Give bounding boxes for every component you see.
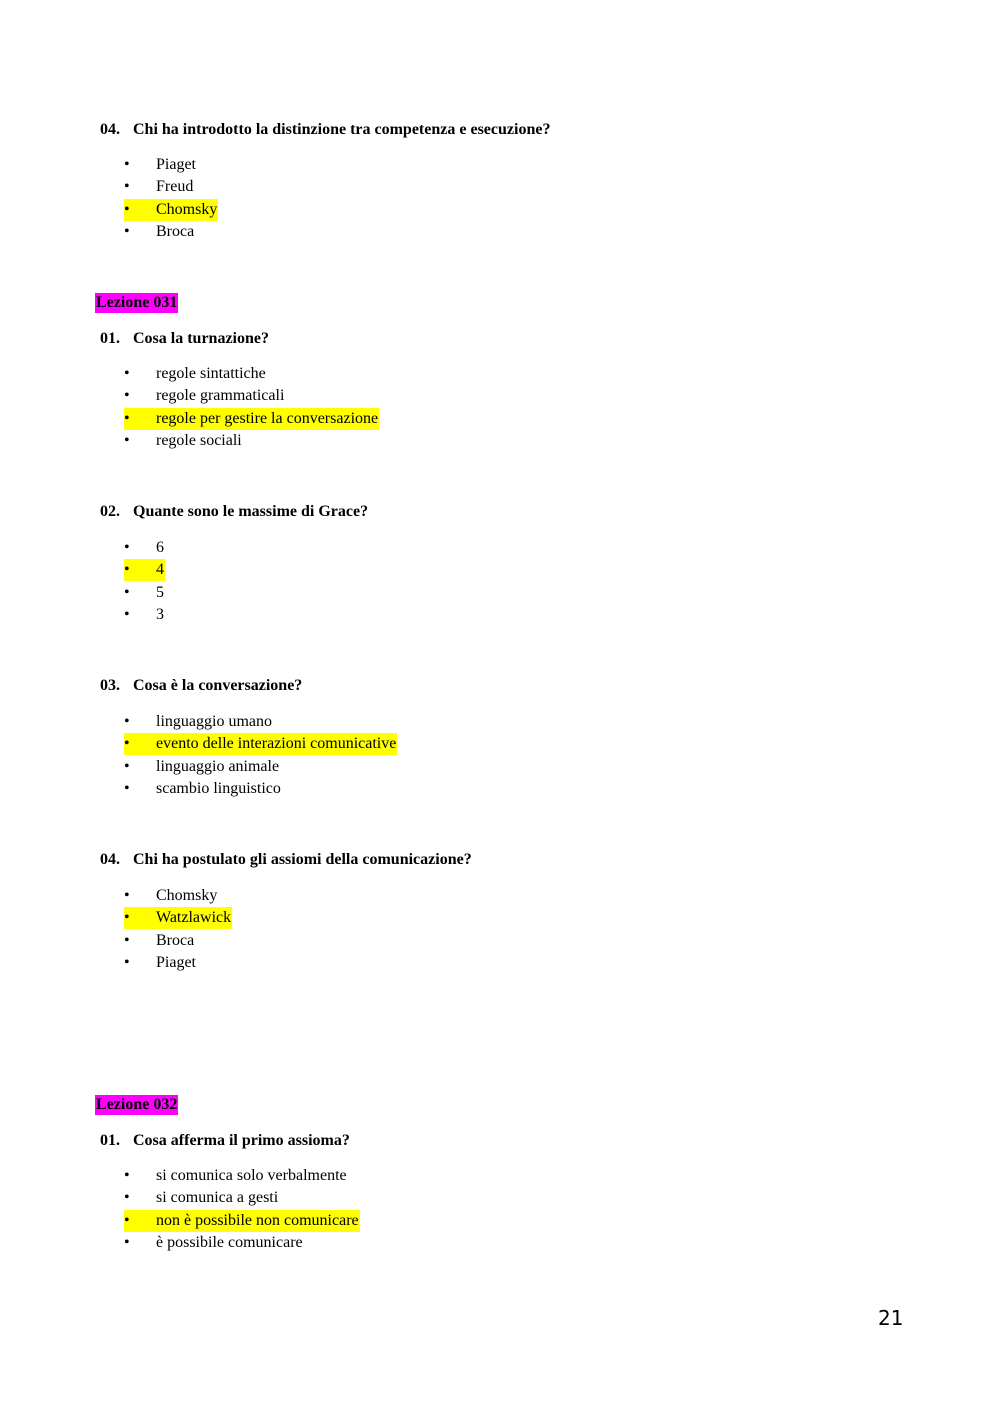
answer-option [124,1187,279,1209]
option-highlight [124,930,195,952]
option-text: linguaggio animale [156,758,280,775]
option-highlight [124,907,232,929]
bullet-icon: • [124,201,130,218]
option-text: Freud [156,178,194,195]
answer-option [124,1232,304,1254]
bullet-icon: • [124,780,130,797]
option-highlight [124,711,273,733]
lesson-heading: Lezione 032 [96,1096,178,1113]
answer-option-correct [124,559,165,581]
answer-option [124,363,267,385]
lesson-heading: Lezione 031 [96,294,178,311]
option-text: regole grammaticali [156,387,285,404]
question-text: Quante sono le massime di Grace? [133,503,369,520]
bullet-icon: • [124,606,130,623]
option-text: Broca [156,223,195,240]
bullet-icon: • [124,887,130,904]
bullet-icon: • [124,758,130,775]
bullet-icon: • [124,713,130,730]
option-highlight [124,885,218,907]
option-text: Chomsky [156,201,218,218]
bullet-icon: • [124,223,130,240]
option-text: scambio linguistico [156,780,281,797]
answer-option [124,537,165,559]
option-text: 4 [156,561,164,578]
option-text: regole sintattiche [156,365,266,382]
option-highlight [124,559,165,581]
bullet-icon: • [124,932,130,949]
option-text: regole sociali [156,432,242,449]
answer-option [124,756,280,778]
option-text: regole per gestire la conversazione [156,410,379,427]
option-highlight [124,385,285,407]
option-highlight [124,199,218,221]
bullet-icon: • [124,156,130,173]
option-text: linguaggio umano [156,713,272,730]
option-highlight [124,1210,360,1232]
option-text: è possibile comunicare [156,1234,303,1251]
question-text: Chi ha introdotto la distinzione tra competenza e esecuzione? [133,121,551,138]
bullet-icon: • [124,365,130,382]
option-highlight [124,604,165,626]
answer-option-correct [124,1210,360,1232]
question-number: 01. [100,330,120,347]
bullet-icon: • [124,410,130,427]
option-highlight [124,537,165,559]
bullet-icon: • [124,561,130,578]
option-highlight [124,154,197,176]
answer-option-correct [124,199,218,221]
option-text: non è possibile non comunicare [156,1212,359,1229]
answer-option-correct [124,733,397,755]
answer-option [124,604,165,626]
option-text: si comunica a gesti [156,1189,279,1206]
option-text: 6 [156,539,164,556]
question-number: 02. [100,503,120,520]
option-text: Broca [156,932,195,949]
option-text: 3 [156,606,164,623]
option-highlight [124,221,195,243]
option-highlight [124,176,194,198]
bullet-icon: • [124,387,130,404]
option-highlight [124,582,165,604]
bullet-icon: • [124,432,130,449]
option-text: Piaget [156,954,196,971]
answer-option [124,385,285,407]
answer-option-correct [124,907,232,929]
bullet-icon: • [124,735,130,752]
page-number: 21 [878,1306,904,1330]
bullet-icon: • [124,539,130,556]
bullet-icon: • [124,1212,130,1229]
option-highlight [124,952,197,974]
bullet-icon: • [124,954,130,971]
bullet-icon: • [124,909,130,926]
bullet-icon: • [124,1234,130,1251]
question-number: 04. [100,121,120,138]
question-number: 01. [100,1132,120,1149]
option-highlight [124,430,243,452]
bullet-icon: • [124,1189,130,1206]
option-highlight [124,1165,348,1187]
answer-option [124,885,218,907]
bullet-icon: • [124,584,130,601]
option-highlight [124,1187,279,1209]
answer-option [124,1165,348,1187]
option-text: Watzlawick [156,909,232,926]
answer-option-correct [124,408,379,430]
option-text: evento delle interazioni comunicative [156,735,397,752]
option-highlight [124,733,397,755]
question-text: Cosa è la conversazione? [133,677,303,694]
question-number: 04. [100,851,120,868]
answer-option [124,582,165,604]
answer-option [124,154,197,176]
answer-option [124,176,194,198]
answer-option [124,711,273,733]
bullet-icon: • [124,1167,130,1184]
option-highlight [124,363,267,385]
question-text: Cosa afferma il primo assioma? [133,1132,350,1149]
option-text: Chomsky [156,887,218,904]
option-highlight [124,778,282,800]
option-text: Piaget [156,156,196,173]
answer-option [124,221,195,243]
question-number: 03. [100,677,120,694]
answer-option [124,778,282,800]
answer-option [124,430,243,452]
option-highlight [124,1232,304,1254]
answer-option [124,952,197,974]
option-highlight [124,408,379,430]
question-text: Chi ha postulato gli assiomi della comunicazione? [133,851,472,868]
bullet-icon: • [124,178,130,195]
option-highlight [124,756,280,778]
option-text: 5 [156,584,164,601]
answer-option [124,930,195,952]
question-text: Cosa la turnazione? [133,330,269,347]
option-text: si comunica solo verbalmente [156,1167,347,1184]
